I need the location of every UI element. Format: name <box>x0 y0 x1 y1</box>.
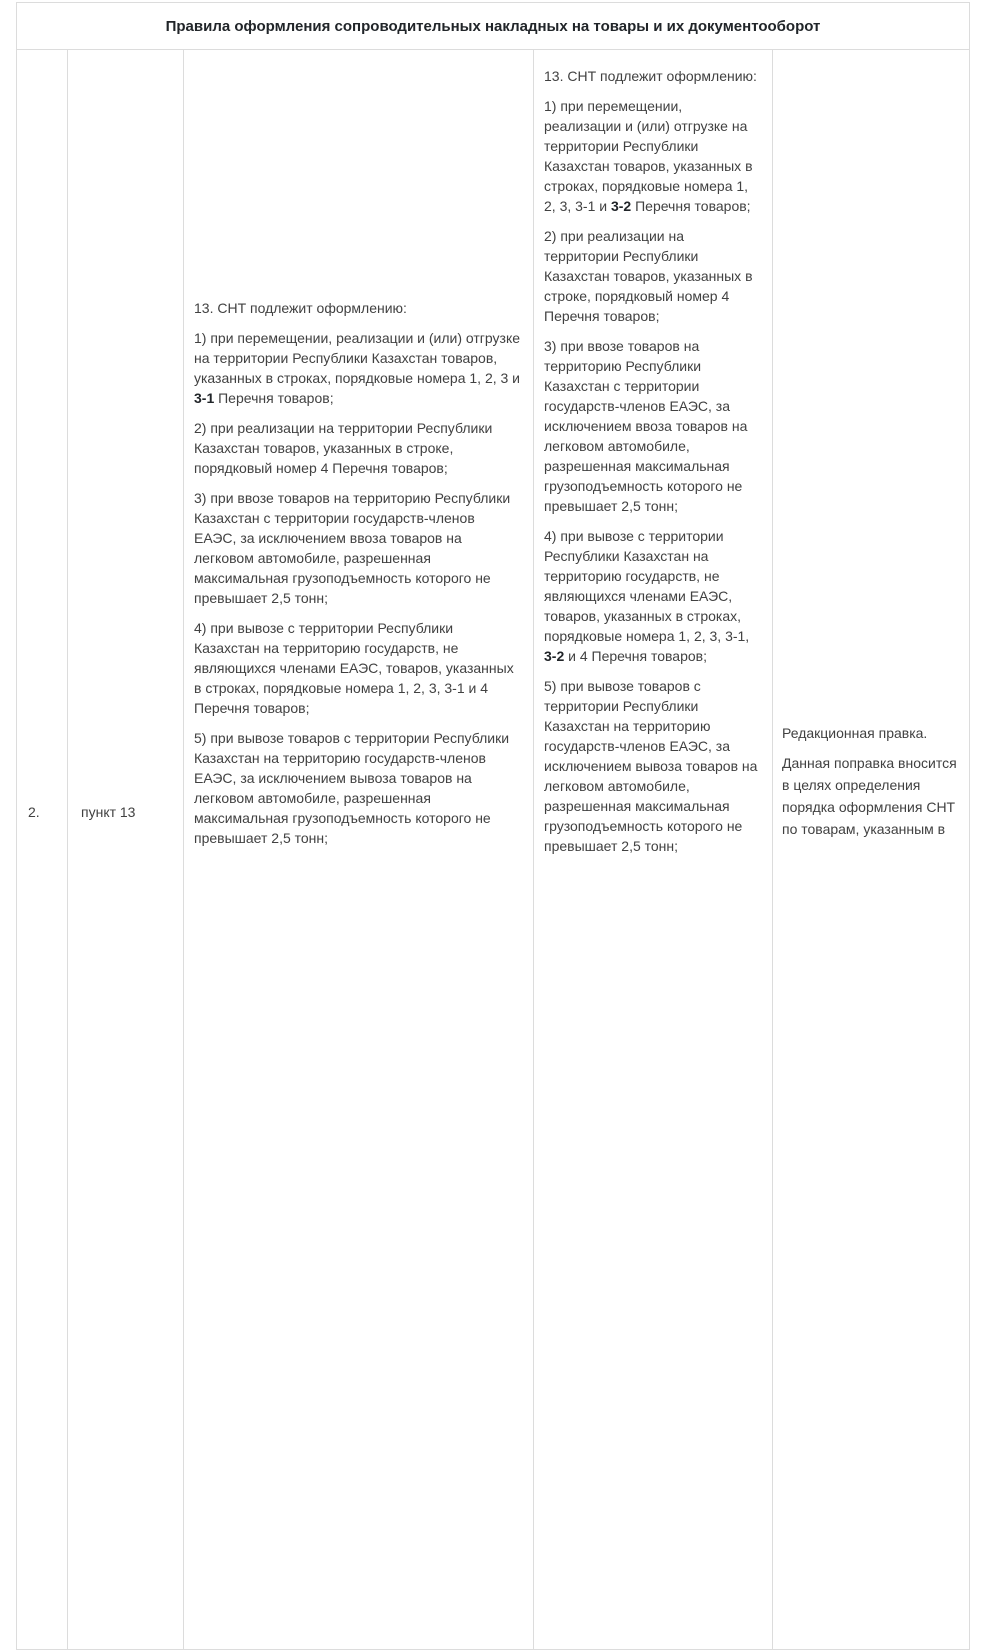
bold-text-run: 3-2 <box>610 198 632 214</box>
bold-text-run: 3-2 <box>544 648 565 664</box>
new-version-cell <box>534 50 773 1650</box>
text-run: 1) при перемещении, реализации и (или) отгрузке на территории Республики Казахстан товаров, указанных в строках, порядковые номера 1, 2, 3, 3-1 и <box>544 98 753 214</box>
text-run: Данная поправка вносится в целях определения порядка оформления СНТ по товарам, указанным в <box>782 755 957 837</box>
paragraph <box>194 328 521 408</box>
paragraph <box>544 676 762 856</box>
paragraph <box>194 488 521 608</box>
paragraph <box>782 752 959 840</box>
old-version-cell <box>184 50 534 1650</box>
paragraph <box>194 298 521 318</box>
text-run: 4) при вывозе с территории Республики Казахстан на территорию государств, не являющихся членами ЕАЭС, товаров, указанных в строках, порядковые номера 1, 2, 3, 3-1, <box>544 528 750 644</box>
text-run: 4) при вывозе с территории Республики Казахстан на территорию государств, не являющихся членами ЕАЭС, товаров, указанных в строках, порядковые номера 1, 2, 3, 3-1 и 4 Перечня товаров; <box>194 620 514 716</box>
amendments-table <box>16 2 970 1650</box>
text-run: 2) при реализации на территории Республики Казахстан товаров, указанных в строке, порядковый номер 4 Перечня товаров; <box>544 228 753 324</box>
text-run: 3) при ввозе товаров на территорию Республики Казахстан с территории государств-членов ЕАЭС, за исключением ввоза товаров на легковом автомобиле, разрешенная максимальная грузоподъемность которого не превышает 2,5 тонн; <box>544 338 748 514</box>
table-row <box>17 50 970 1650</box>
row-number-cell <box>17 50 68 1650</box>
paragraph <box>544 336 762 516</box>
text-run: 5) при вывозе товаров с территории Республики Казахстан на территорию государств-членов ЕАЭС, за исключением вывоза товаров на легковом автомобиле, разрешенная максимальная грузоподъемность которого не превышает 2,5 тонн; <box>194 730 510 846</box>
text-run: Перечня товаров; <box>631 198 751 214</box>
document-page <box>16 2 1006 1650</box>
text-run: Перечня товаров; <box>214 390 334 406</box>
paragraph <box>544 96 762 216</box>
text-run: 2) при реализации на территории Республики Казахстан товаров, указанных в строке, порядковый номер 4 Перечня товаров; <box>194 420 493 476</box>
paragraph <box>194 618 521 718</box>
row-number: 2. <box>28 804 40 820</box>
paragraph <box>782 722 959 744</box>
justification-cell <box>773 50 970 1650</box>
text-run: 5) при вывозе товаров с территории Республики Казахстан на территорию государств-членов ЕАЭС, за исключением вывоза товаров на легковом автомобиле, разрешенная максимальная грузоподъемность которого не превышает 2,5 тонн; <box>544 678 758 854</box>
text-run: Редакционная правка. <box>782 725 928 741</box>
clause-label: пункт 13 <box>81 804 136 820</box>
paragraph <box>194 728 521 848</box>
text-run: и 4 Перечня товаров; <box>564 648 707 664</box>
paragraph <box>544 526 762 666</box>
paragraph <box>194 418 521 478</box>
document-title: Правила оформления сопроводительных накладных на товары и их документооборот <box>17 3 970 50</box>
text-run: 1) при перемещении, реализации и (или) отгрузке на территории Республики Казахстан товаров, указанных в строках, порядковые номера 1, 2, 3 и <box>194 330 521 386</box>
text-run: 3) при ввозе товаров на территорию Республики Казахстан с территории государств-членов ЕАЭС, за исключением ввоза товаров на легковом автомобиле, разрешенная максимальная грузоподъемность которого не превышает 2,5 тонн; <box>194 490 511 606</box>
title-row <box>17 3 970 50</box>
paragraph <box>544 226 762 326</box>
paragraph <box>544 66 762 86</box>
clause-cell <box>68 50 184 1650</box>
bold-text-run: 3-1 <box>194 390 215 406</box>
text-run: 13. СНТ подлежит оформлению: <box>544 68 757 84</box>
text-run: 13. СНТ подлежит оформлению: <box>194 300 407 316</box>
